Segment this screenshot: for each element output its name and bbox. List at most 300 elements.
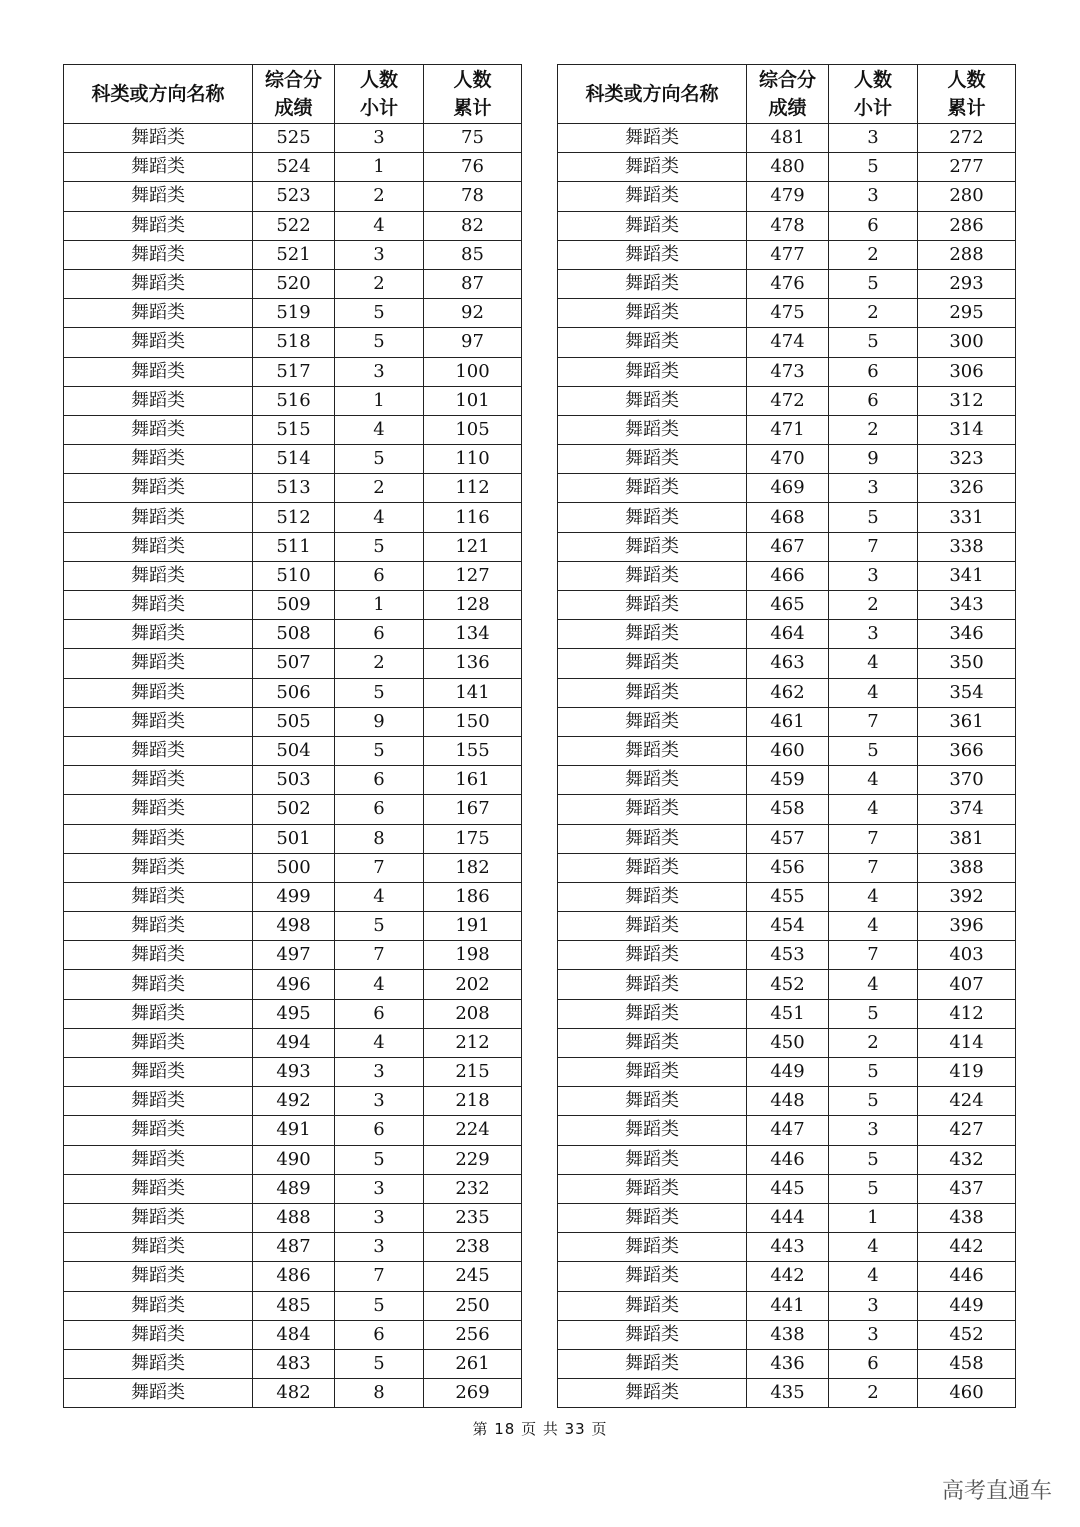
cell-score: 507 — [253, 649, 335, 678]
cell-category: 舞蹈类 — [558, 182, 747, 211]
cell-cumulative: 396 — [918, 912, 1016, 941]
cell-category: 舞蹈类 — [558, 532, 747, 561]
cell-score: 454 — [747, 912, 829, 941]
table-row — [64, 912, 522, 941]
cell-score: 515 — [253, 415, 335, 444]
cell-count: 5 — [829, 999, 918, 1028]
cell-score: 449 — [747, 1058, 829, 1087]
table-row — [558, 824, 1016, 853]
cell-cumulative: 175 — [424, 824, 522, 853]
cell-count: 6 — [335, 620, 424, 649]
cell-cumulative: 155 — [424, 736, 522, 765]
table-row — [558, 999, 1016, 1028]
table-row — [64, 1233, 522, 1262]
table-row — [558, 1233, 1016, 1262]
table-row — [558, 882, 1016, 911]
cell-category: 舞蹈类 — [558, 445, 747, 474]
cell-cumulative: 286 — [918, 211, 1016, 240]
cell-count: 5 — [829, 736, 918, 765]
cell-cumulative: 458 — [918, 1349, 1016, 1378]
cell-cumulative: 127 — [424, 561, 522, 590]
cell-cumulative: 346 — [918, 620, 1016, 649]
cell-cumulative: 215 — [424, 1058, 522, 1087]
table-row — [558, 532, 1016, 561]
cell-score: 478 — [747, 211, 829, 240]
table-row — [64, 415, 522, 444]
cell-category: 舞蹈类 — [558, 999, 747, 1028]
cell-category: 舞蹈类 — [64, 678, 253, 707]
cell-cumulative: 366 — [918, 736, 1016, 765]
cell-count: 3 — [829, 1320, 918, 1349]
cell-category: 舞蹈类 — [64, 532, 253, 561]
table-row — [64, 1320, 522, 1349]
cell-score: 446 — [747, 1145, 829, 1174]
cell-score: 516 — [253, 386, 335, 415]
cell-category: 舞蹈类 — [558, 1028, 747, 1057]
cell-cumulative: 82 — [424, 211, 522, 240]
cell-count: 1 — [335, 153, 424, 182]
cell-cumulative: 78 — [424, 182, 522, 211]
cell-cumulative: 105 — [424, 415, 522, 444]
cell-category: 舞蹈类 — [558, 1145, 747, 1174]
table-row — [64, 882, 522, 911]
cell-category: 舞蹈类 — [64, 474, 253, 503]
cell-category: 舞蹈类 — [64, 1349, 253, 1378]
table-row — [558, 795, 1016, 824]
cell-score: 466 — [747, 561, 829, 590]
cell-category: 舞蹈类 — [558, 299, 747, 328]
cell-category: 舞蹈类 — [558, 649, 747, 678]
table-row — [558, 299, 1016, 328]
cell-score: 509 — [253, 591, 335, 620]
cell-count: 2 — [829, 1379, 918, 1408]
cell-score: 496 — [253, 970, 335, 999]
cell-count: 4 — [335, 503, 424, 532]
cell-score: 477 — [747, 240, 829, 269]
cell-category: 舞蹈类 — [64, 445, 253, 474]
cell-score: 493 — [253, 1058, 335, 1087]
cell-count: 3 — [829, 474, 918, 503]
table-row — [64, 1028, 522, 1057]
cell-category: 舞蹈类 — [558, 970, 747, 999]
cell-count: 3 — [335, 240, 424, 269]
cell-score: 485 — [253, 1291, 335, 1320]
cell-count: 4 — [829, 882, 918, 911]
cell-cumulative: 388 — [918, 853, 1016, 882]
cell-score: 513 — [253, 474, 335, 503]
cell-count: 1 — [335, 386, 424, 415]
cell-count: 4 — [829, 649, 918, 678]
cell-count: 5 — [335, 299, 424, 328]
cell-category: 舞蹈类 — [558, 912, 747, 941]
cell-score: 459 — [747, 766, 829, 795]
cell-cumulative: 75 — [424, 124, 522, 153]
cell-category: 舞蹈类 — [558, 415, 747, 444]
cell-cumulative: 312 — [918, 386, 1016, 415]
cell-category: 舞蹈类 — [64, 211, 253, 240]
cell-count: 8 — [335, 1379, 424, 1408]
table-row — [64, 591, 522, 620]
cell-count: 5 — [829, 503, 918, 532]
cell-category: 舞蹈类 — [64, 620, 253, 649]
cell-count: 4 — [829, 766, 918, 795]
cell-count: 7 — [335, 1262, 424, 1291]
cell-count: 5 — [335, 445, 424, 474]
cell-cumulative: 256 — [424, 1320, 522, 1349]
cell-category: 舞蹈类 — [64, 1058, 253, 1087]
cell-category: 舞蹈类 — [64, 357, 253, 386]
cell-score: 525 — [253, 124, 335, 153]
table-row — [558, 182, 1016, 211]
cell-count: 3 — [335, 1233, 424, 1262]
table-row — [64, 182, 522, 211]
cell-count: 7 — [829, 532, 918, 561]
cell-score: 523 — [253, 182, 335, 211]
cell-cumulative: 235 — [424, 1203, 522, 1232]
cell-score: 484 — [253, 1320, 335, 1349]
cell-category: 舞蹈类 — [558, 124, 747, 153]
cell-category: 舞蹈类 — [558, 1349, 747, 1378]
cell-category: 舞蹈类 — [64, 970, 253, 999]
cell-count: 6 — [829, 1349, 918, 1378]
cell-count: 4 — [829, 912, 918, 941]
cell-score: 452 — [747, 970, 829, 999]
table-row — [558, 269, 1016, 298]
cell-cumulative: 446 — [918, 1262, 1016, 1291]
cell-cumulative: 407 — [918, 970, 1016, 999]
cell-count: 7 — [829, 707, 918, 736]
cell-category: 舞蹈类 — [64, 240, 253, 269]
cell-category: 舞蹈类 — [558, 678, 747, 707]
cell-cumulative: 198 — [424, 941, 522, 970]
cell-category: 舞蹈类 — [64, 269, 253, 298]
table-row — [64, 1174, 522, 1203]
table-row — [64, 269, 522, 298]
cell-cumulative: 350 — [918, 649, 1016, 678]
cell-score: 463 — [747, 649, 829, 678]
table-row — [64, 1145, 522, 1174]
cell-count: 2 — [335, 649, 424, 678]
header-cumulative: 人数 累计 — [424, 65, 522, 124]
page-footer: 第 18 页 共 33 页 — [472, 1420, 608, 1438]
cell-count: 7 — [829, 824, 918, 853]
cell-score: 469 — [747, 474, 829, 503]
cell-count: 3 — [829, 620, 918, 649]
cell-category: 舞蹈类 — [64, 153, 253, 182]
cell-score: 451 — [747, 999, 829, 1028]
cell-count: 9 — [335, 707, 424, 736]
cell-score: 492 — [253, 1087, 335, 1116]
table-row — [558, 153, 1016, 182]
cell-cumulative: 229 — [424, 1145, 522, 1174]
cell-count: 3 — [335, 1203, 424, 1232]
cell-score: 471 — [747, 415, 829, 444]
cell-cumulative: 232 — [424, 1174, 522, 1203]
cell-cumulative: 218 — [424, 1087, 522, 1116]
cell-category: 舞蹈类 — [64, 824, 253, 853]
cell-cumulative: 427 — [918, 1116, 1016, 1145]
cell-category: 舞蹈类 — [64, 999, 253, 1028]
cell-score: 501 — [253, 824, 335, 853]
cell-score: 502 — [253, 795, 335, 824]
cell-cumulative: 85 — [424, 240, 522, 269]
cell-count: 6 — [829, 386, 918, 415]
cell-count: 5 — [335, 1145, 424, 1174]
cell-score: 486 — [253, 1262, 335, 1291]
cell-count: 3 — [829, 182, 918, 211]
cell-score: 444 — [747, 1203, 829, 1232]
cell-score: 489 — [253, 1174, 335, 1203]
cell-count: 2 — [829, 415, 918, 444]
cell-score: 490 — [253, 1145, 335, 1174]
cell-category: 舞蹈类 — [64, 1087, 253, 1116]
cell-count: 8 — [335, 824, 424, 853]
cell-category: 舞蹈类 — [558, 1379, 747, 1408]
cell-cumulative: 442 — [918, 1233, 1016, 1262]
table-row — [558, 1262, 1016, 1291]
cell-cumulative: 121 — [424, 532, 522, 561]
cell-count: 5 — [335, 328, 424, 357]
cell-count: 5 — [335, 736, 424, 765]
cell-cumulative: 354 — [918, 678, 1016, 707]
cell-score: 524 — [253, 153, 335, 182]
cell-category: 舞蹈类 — [64, 1379, 253, 1408]
cell-score: 514 — [253, 445, 335, 474]
table-row — [558, 561, 1016, 590]
cell-cumulative: 374 — [918, 795, 1016, 824]
cell-category: 舞蹈类 — [558, 211, 747, 240]
cell-category: 舞蹈类 — [64, 1320, 253, 1349]
cell-count: 1 — [829, 1203, 918, 1232]
cell-count: 6 — [829, 357, 918, 386]
cell-count: 2 — [829, 299, 918, 328]
table-row — [558, 357, 1016, 386]
cell-count: 3 — [829, 1291, 918, 1320]
cell-count: 4 — [829, 1233, 918, 1262]
table-row — [558, 211, 1016, 240]
cell-category: 舞蹈类 — [558, 1087, 747, 1116]
cell-count: 6 — [335, 795, 424, 824]
cell-score: 519 — [253, 299, 335, 328]
cell-count: 5 — [829, 1145, 918, 1174]
table-row — [558, 240, 1016, 269]
cell-category: 舞蹈类 — [64, 853, 253, 882]
cell-cumulative: 403 — [918, 941, 1016, 970]
cell-score: 445 — [747, 1174, 829, 1203]
cell-score: 508 — [253, 620, 335, 649]
cell-cumulative: 331 — [918, 503, 1016, 532]
table-row — [64, 211, 522, 240]
table-row — [558, 1145, 1016, 1174]
cell-score: 450 — [747, 1028, 829, 1057]
cell-category: 舞蹈类 — [64, 795, 253, 824]
cell-count: 7 — [829, 853, 918, 882]
cell-score: 510 — [253, 561, 335, 590]
cell-score: 479 — [747, 182, 829, 211]
table-body — [558, 124, 1016, 1408]
cell-cumulative: 186 — [424, 882, 522, 911]
watermark: 高考直通车 — [941, 1479, 1052, 1504]
table-row — [64, 561, 522, 590]
table-row — [64, 649, 522, 678]
cell-cumulative: 238 — [424, 1233, 522, 1262]
cell-score: 498 — [253, 912, 335, 941]
cell-category: 舞蹈类 — [64, 1203, 253, 1232]
cell-cumulative: 361 — [918, 707, 1016, 736]
cell-cumulative: 414 — [918, 1028, 1016, 1057]
table-row — [558, 1116, 1016, 1145]
cell-score: 435 — [747, 1379, 829, 1408]
score-table-left — [63, 64, 522, 1408]
table-row — [64, 824, 522, 853]
cell-count: 4 — [335, 882, 424, 911]
cell-category: 舞蹈类 — [558, 1116, 747, 1145]
table-row — [558, 912, 1016, 941]
cell-count: 2 — [829, 240, 918, 269]
cell-count: 5 — [829, 153, 918, 182]
cell-category: 舞蹈类 — [64, 882, 253, 911]
cell-score: 522 — [253, 211, 335, 240]
table-row — [64, 970, 522, 999]
cell-score: 494 — [253, 1028, 335, 1057]
cell-score: 461 — [747, 707, 829, 736]
table-row — [558, 445, 1016, 474]
table-row — [64, 1291, 522, 1320]
cell-category: 舞蹈类 — [64, 415, 253, 444]
table-row — [558, 1087, 1016, 1116]
cell-score: 518 — [253, 328, 335, 357]
cell-count: 6 — [335, 766, 424, 795]
cell-cumulative: 412 — [918, 999, 1016, 1028]
cell-count: 5 — [335, 912, 424, 941]
cell-cumulative: 76 — [424, 153, 522, 182]
cell-category: 舞蹈类 — [64, 1145, 253, 1174]
cell-count: 4 — [829, 795, 918, 824]
cell-cumulative: 277 — [918, 153, 1016, 182]
cell-score: 491 — [253, 1116, 335, 1145]
cell-count: 6 — [335, 1116, 424, 1145]
table-row — [64, 124, 522, 153]
cell-count: 7 — [335, 853, 424, 882]
cell-count: 6 — [829, 211, 918, 240]
cell-category: 舞蹈类 — [558, 707, 747, 736]
cell-score: 500 — [253, 853, 335, 882]
cell-cumulative: 224 — [424, 1116, 522, 1145]
cell-category: 舞蹈类 — [64, 124, 253, 153]
cell-score: 436 — [747, 1349, 829, 1378]
cell-score: 480 — [747, 153, 829, 182]
table-row — [64, 678, 522, 707]
cell-category: 舞蹈类 — [558, 1174, 747, 1203]
cell-score: 495 — [253, 999, 335, 1028]
cell-count: 4 — [829, 1262, 918, 1291]
table-header-row — [64, 65, 522, 124]
header-score: 综合分 成绩 — [747, 65, 829, 124]
cell-count: 5 — [829, 269, 918, 298]
table-row — [558, 1291, 1016, 1320]
cell-cumulative: 343 — [918, 591, 1016, 620]
cell-score: 504 — [253, 736, 335, 765]
table-row — [64, 532, 522, 561]
cell-score: 506 — [253, 678, 335, 707]
cell-count: 5 — [335, 1291, 424, 1320]
cell-score: 468 — [747, 503, 829, 532]
cell-count: 3 — [829, 124, 918, 153]
cell-count: 5 — [335, 1349, 424, 1378]
cell-cumulative: 449 — [918, 1291, 1016, 1320]
cell-category: 舞蹈类 — [558, 503, 747, 532]
cell-count: 7 — [335, 941, 424, 970]
cell-category: 舞蹈类 — [558, 1320, 747, 1349]
table-body — [64, 124, 522, 1408]
cell-count: 3 — [829, 1116, 918, 1145]
table-row — [558, 503, 1016, 532]
cell-category: 舞蹈类 — [64, 707, 253, 736]
cell-cumulative: 452 — [918, 1320, 1016, 1349]
cell-score: 517 — [253, 357, 335, 386]
cell-cumulative: 212 — [424, 1028, 522, 1057]
cell-count: 5 — [335, 678, 424, 707]
cell-count: 4 — [335, 970, 424, 999]
cell-count: 5 — [335, 532, 424, 561]
cell-cumulative: 110 — [424, 445, 522, 474]
cell-category: 舞蹈类 — [64, 1262, 253, 1291]
table-row — [558, 620, 1016, 649]
cell-cumulative: 92 — [424, 299, 522, 328]
cell-category: 舞蹈类 — [64, 1028, 253, 1057]
cell-category: 舞蹈类 — [64, 299, 253, 328]
cell-count: 4 — [335, 1028, 424, 1057]
cell-category: 舞蹈类 — [558, 736, 747, 765]
table-row — [64, 620, 522, 649]
cell-cumulative: 424 — [918, 1087, 1016, 1116]
cell-cumulative: 250 — [424, 1291, 522, 1320]
cell-category: 舞蹈类 — [558, 1058, 747, 1087]
table-row — [558, 853, 1016, 882]
cell-cumulative: 136 — [424, 649, 522, 678]
cell-count: 3 — [335, 1058, 424, 1087]
cell-cumulative: 432 — [918, 1145, 1016, 1174]
cell-category: 舞蹈类 — [558, 1262, 747, 1291]
cell-cumulative: 97 — [424, 328, 522, 357]
cell-score: 448 — [747, 1087, 829, 1116]
table-row — [64, 941, 522, 970]
cell-score: 483 — [253, 1349, 335, 1378]
cell-category: 舞蹈类 — [64, 736, 253, 765]
cell-score: 474 — [747, 328, 829, 357]
table-row — [64, 386, 522, 415]
table-row — [64, 1379, 522, 1408]
cell-category: 舞蹈类 — [558, 328, 747, 357]
cell-category: 舞蹈类 — [558, 620, 747, 649]
cell-cumulative: 293 — [918, 269, 1016, 298]
cell-category: 舞蹈类 — [64, 1291, 253, 1320]
cell-category: 舞蹈类 — [64, 386, 253, 415]
cell-category: 舞蹈类 — [64, 912, 253, 941]
cell-count: 5 — [829, 1058, 918, 1087]
cell-category: 舞蹈类 — [558, 824, 747, 853]
table-row — [64, 1262, 522, 1291]
cell-count: 4 — [829, 678, 918, 707]
cell-score: 470 — [747, 445, 829, 474]
cell-score: 511 — [253, 532, 335, 561]
cell-cumulative: 112 — [424, 474, 522, 503]
cell-cumulative: 116 — [424, 503, 522, 532]
cell-cumulative: 128 — [424, 591, 522, 620]
table-row — [64, 736, 522, 765]
cell-score: 438 — [747, 1320, 829, 1349]
cell-count: 6 — [335, 561, 424, 590]
